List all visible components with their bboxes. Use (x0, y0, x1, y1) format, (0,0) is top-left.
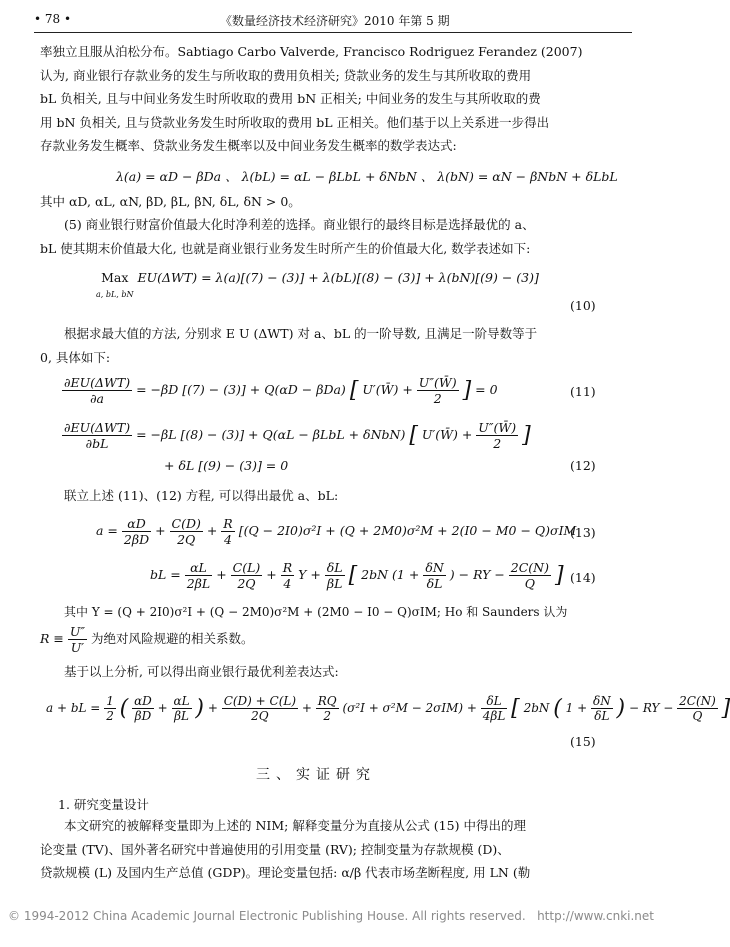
fraction (417, 375, 459, 406)
max-label: Max (101, 270, 129, 285)
right-bracket: ] (462, 378, 472, 403)
right-paren: ) (616, 696, 626, 721)
text-line: 论变量 (TV)、国外著名研究中普遍使用的引用变量 (RV); 控制变量为存款规模 (D)、 (40, 841, 510, 857)
equation-14-mid: Y + (298, 567, 321, 582)
denominator: βL (174, 709, 189, 723)
fraction (104, 694, 116, 723)
denominator: 2 (493, 436, 502, 451)
fraction (221, 516, 234, 547)
page-number: • 78 • (34, 12, 72, 26)
numerator: ∂EU(ΔWT) (64, 420, 131, 435)
max-subscript: a, bL, bN (96, 290, 134, 299)
text-line: 用 bN 负相关, 且与贷款业务发生时所收取的费用 bL 正相关。他们基于以上关系进一步得出 (40, 114, 550, 130)
fraction (423, 560, 445, 591)
left-paren: ( (119, 696, 129, 721)
text-line: 贷款规模 (L) 及国内生产总值 (GDP)。理论变量包括: α/β 代表市场垄断程度, 用 LN (勒 (40, 865, 531, 880)
numerator: 2C(N) (510, 560, 549, 575)
equation-15: a + bL = $\frac{1}{2}$ ( $\frac{\alpha D}{\beta D}$ + $\frac{\alpha L}{\beta L}$ ) + $\frac{C(D) + C(L)}{2Q}$ + $\frac{RQ}{2}$ (σ²I + σ²M − 2σIM) + $\frac{\delta L}{4\beta L}$ [ 2bN ( 1 + $\frac{\delta N}{\delta L}$ ) − RY − $\frac{2C(N)}{Q}$ ] (46, 694, 730, 723)
equation-15-lhs: a + bL = (46, 701, 101, 715)
fraction (509, 560, 551, 591)
equation-14-term: ) − RY − (449, 567, 505, 582)
equation-11-term: U′(W̄) + (362, 382, 417, 397)
numerator: αD (122, 516, 151, 532)
subsection-title: 1. 研究变量设计 (58, 797, 149, 812)
equation-10 (96, 270, 539, 300)
fraction (222, 694, 298, 723)
equation-11-rhs: = 0 (475, 382, 498, 397)
numerator: R (223, 516, 233, 531)
numerator: αD (134, 694, 152, 708)
denominator: βL (326, 576, 343, 591)
numerator: 1 (106, 694, 114, 708)
numerator: C(L) (232, 560, 261, 575)
numerator: U″(W̄) (478, 420, 517, 435)
denominator: 2Q (251, 709, 269, 723)
paragraph-variables (40, 814, 634, 885)
numerator: δN (592, 694, 611, 708)
left-bracket: [ (511, 696, 520, 721)
numerator: δL (481, 694, 508, 709)
site-url: http://www.cnki.net (537, 909, 654, 923)
fraction (62, 420, 132, 451)
equation-15-term: 2bN (523, 701, 550, 715)
equation-11 (62, 375, 498, 406)
denominator: 4βL (482, 709, 506, 723)
fraction (476, 420, 518, 451)
text-line: 0, 具体如下: (40, 349, 111, 365)
numerator: RQ (317, 694, 337, 708)
fraction (172, 694, 192, 723)
denominator: Q (692, 709, 703, 723)
page-footer (8, 909, 658, 923)
denominator: U′ (70, 640, 85, 655)
equation-11-mid: = −βD [(7) − (3)] + Q(αD − βDa) (136, 382, 346, 397)
paragraph-poisson (40, 40, 634, 158)
left-bracket: [ (349, 378, 359, 403)
equation-14-term: 2bN (1 + (361, 567, 420, 582)
text-line: 存款业务发生概率、贷款业务发生概率以及中间业务发生概率的数学表达式: (40, 138, 457, 153)
text-line: 联立上述 (11)、(12) 方程, 可以得出最优 a、bL: (64, 488, 339, 503)
numerator: C(D) + C(L) (223, 694, 297, 708)
numerator: δN (425, 560, 444, 575)
text-line: 认为, 商业银行存款业务的发生与所收取的费用负相关; 贷款业务的发生与其所收取的费用 (40, 67, 532, 83)
paragraph-Y-definition (40, 601, 634, 625)
equation-15-term: − RY − (628, 701, 674, 715)
left-bracket: [ (348, 563, 358, 588)
equation-10-body: EU(ΔWT) = λ(a)[(7) − (3)] + λ(bL)[(8) − (3)] + λ(bN)[(9) − (3)] (137, 270, 539, 285)
denominator: βD (134, 709, 152, 723)
fraction (591, 694, 613, 723)
risk-coefficient-text: 为绝对风险规避的相关系数。 (91, 631, 254, 646)
fraction (325, 560, 345, 591)
numerator: δL (326, 560, 343, 575)
denominator: Q (524, 576, 536, 591)
fraction (170, 516, 203, 547)
right-paren: ) (195, 696, 204, 721)
fraction (185, 560, 212, 591)
fraction (132, 694, 154, 723)
risk-coefficient-definition (40, 624, 254, 655)
equation-number: (15) (570, 734, 596, 749)
equation-number: (12) (570, 458, 596, 473)
section-title: 三、实证研究 (256, 767, 376, 783)
denominator: 2βL (186, 576, 211, 591)
numerator: U″ (69, 624, 86, 639)
numerator: αL (185, 560, 212, 576)
equation-number: (11) (570, 384, 596, 399)
risk-coefficient-lhs: R ≡ (40, 631, 64, 646)
denominator: ∂a (90, 391, 104, 406)
paragraph-combine (40, 484, 634, 508)
denominator: 2 (323, 709, 331, 723)
header-rule (34, 32, 632, 33)
fraction (122, 516, 151, 547)
greek-conditions (40, 190, 634, 214)
equation-12-line2: + δL [(9) − (3)] = 0 (164, 458, 289, 473)
paragraph-based (40, 660, 634, 684)
text-line: 基于以上分析, 可以得出商业银行最优利差表达式: (64, 664, 339, 679)
text-line: 其中 Y = (Q + 2I0)σ²I + (Q − 2M0)σ²M + (2M0 − I0 − Q)σIM; Ho 和 Saunders 认为 (64, 605, 568, 619)
equation-14-lhs: bL = (150, 567, 181, 582)
fraction (316, 694, 339, 723)
denominator: δL (594, 709, 610, 723)
denominator: 4 (283, 576, 292, 591)
denominator: 4 (224, 532, 232, 547)
equation-number: (13) (570, 525, 596, 540)
max-operator (96, 270, 134, 300)
right-bracket: ] (721, 696, 730, 721)
denominator: ∂bL (85, 436, 109, 451)
left-paren: ( (553, 696, 562, 721)
text-line: bL 负相关, 且与中间业务发生时所收取的费用 bN 正相关; 中间业务的发生与其所收取的费 (40, 91, 541, 106)
equation-14: bL = $\frac{\alpha L}{2\beta L}$ + $\frac{C(L)}{2Q}$ + $\frac{R}{4}$ Y + $\frac{\delta L}{\beta L}$ [ 2bN (1 + $\frac{\delta N}{\delta L}$ ) − RY − $\frac{2C(N)}{Q}$ ] (150, 560, 564, 591)
fraction (481, 694, 508, 723)
equation-lambda: λ(a) = αD − βDa 、 λ(bL) = αL − βLbL + δNbN 、 λ(bN) = αN − βNbN + δLbL (116, 169, 618, 184)
equation-13-lhs: a = (96, 523, 118, 538)
equation-12-mid: = −βL [(8) − (3)] + Q(αL − βLbL + δNbN) (136, 427, 406, 442)
denominator: δL (426, 576, 443, 591)
text-line: 本文研究的被解释变量即为上述的 NIM; 解释变量分为直接从公式 (15) 中得出的理 (64, 818, 526, 833)
left-bracket: [ (409, 423, 418, 448)
text-line: 率独立且服从泊松分布。Sabtiago Carbo Valverde, Francisco Rodriguez Ferandez (2007) (40, 44, 583, 59)
denominator: 2 (106, 709, 114, 723)
equation-12-term: U′(W̄) + (421, 427, 477, 442)
denominator: 2 (433, 391, 442, 406)
paragraph-step5 (40, 213, 634, 260)
numerator: U″(W̄) (418, 375, 457, 390)
numerator: R (282, 560, 293, 575)
text-line: 其中 αD, αL, αN, βD, βL, βN, δL, δN > 0。 (40, 194, 301, 209)
equation-15-mid: (σ²I + σ²M − 2σIM) + (342, 701, 477, 715)
paragraph-derivative (40, 322, 634, 369)
text-line: (5) 商业银行财富价值最大化时净利差的选择。商业银行的最终目标是选择最优的 a、 (64, 217, 535, 232)
equation-13: a = $\frac{\alpha D}{2\beta D}$ + $\frac{C(D)}{2Q}$ + $\frac{R}{4}$ [(Q − 2I0)σ²I + (Q + 2M0)σ²M + 2(I0 − M0 − Q)σIM (96, 516, 577, 547)
fraction (68, 624, 87, 655)
text-line: 根据求最大值的方法, 分别求 E U (ΔWT) 对 a、bL 的一阶导数, 且满足一阶导数等于 (64, 326, 538, 341)
numerator: 2C(N) (679, 694, 716, 708)
text-line: bL 使其期末价值最大化, 也就是商业银行业务发生时所产生的价值最大化, 数学表述如下: (40, 240, 531, 256)
equation-number: (10) (570, 298, 596, 313)
denominator: 2Q (177, 532, 196, 547)
fraction (677, 694, 718, 723)
fraction (281, 560, 294, 591)
equation-13-tail: [(Q − 2I0)σ²I + (Q + 2M0)σ²M + 2(I0 − M0 − Q)σIM (238, 523, 577, 538)
right-bracket: ] (554, 563, 564, 588)
fraction (62, 375, 132, 406)
equation-number: (14) (570, 570, 596, 585)
equation-15-term: 1 + (565, 701, 588, 715)
numerator: C(D) (171, 516, 201, 531)
right-bracket: ] (522, 423, 531, 448)
fraction (231, 560, 263, 591)
page-header (34, 10, 634, 30)
denominator: 2βD (123, 532, 150, 547)
journal-title: 《数量经济技术经济研究》2010 年第 5 期 (220, 14, 450, 28)
numerator: αL (173, 694, 190, 708)
numerator: ∂EU(ΔWT) (64, 375, 131, 390)
equation-12 (62, 420, 531, 451)
copyright-notice: © 1994-2012 China Academic Journal Electronic Publishing House. All rights reserved. (8, 909, 526, 923)
denominator: 2Q (237, 576, 256, 591)
